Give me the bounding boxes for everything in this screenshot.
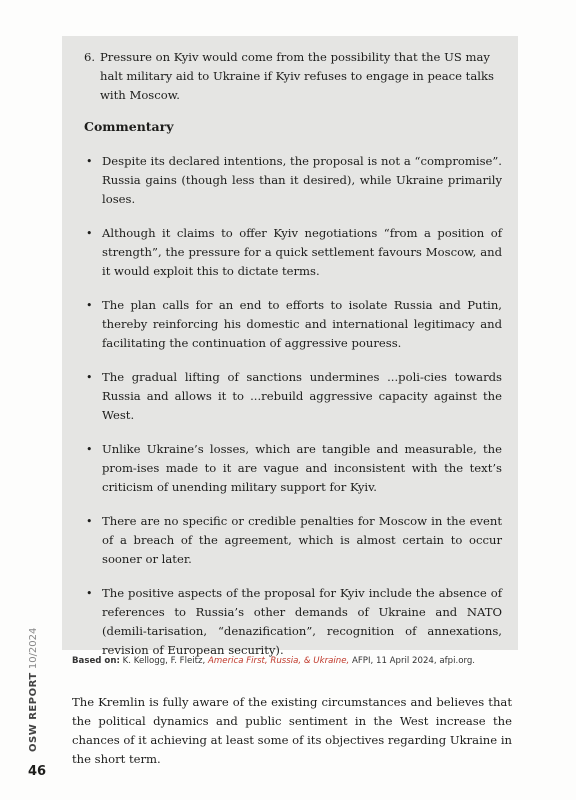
source-publication: America First, Russia, & Ukraine,	[208, 656, 350, 666]
report-issue: 10/2024	[28, 627, 39, 670]
report-sidebar-label	[28, 628, 39, 752]
bullet-dot-icon: •	[86, 299, 93, 312]
bullet-dot-icon: •	[86, 515, 93, 528]
bullet-text: Unlike Ukraine’s losses, which are tangible and measurable, the prom-ises made to it are vague and inconsistent with the text’s criticism of unending military support for Kyiv.	[102, 442, 502, 494]
commentary-bullet	[84, 440, 502, 497]
commentary-bullet	[84, 296, 502, 353]
bullet-dot-icon: •	[86, 227, 93, 240]
report-label: OSW REPORT	[28, 672, 39, 752]
source-details: AFPI, 11 April 2024, afpi.org.	[351, 656, 476, 666]
bullet-text: The positive aspects of the proposal for Kyiv include the absence of references to Russia’s other demands of Ukraine and NATO (demili-tarisation, “denazification”, recognition of annexations, revision of European security).	[102, 586, 502, 657]
commentary-bullet	[84, 152, 502, 209]
commentary-bullet	[84, 584, 502, 660]
source-citation	[72, 655, 512, 667]
bullet-dot-icon: •	[86, 155, 93, 168]
item-text: Pressure on Kyiv would come from the possibility that the US may halt military aid to Ukraine if Kyiv refuses to engage in peace talks with Moscow.	[100, 50, 494, 102]
bullet-text: Despite its declared intentions, the proposal is not a “compromise”. Russia gains (though less than it desired), while Ukraine primarily loses.	[102, 154, 502, 206]
commentary-bullet	[84, 512, 502, 569]
numbered-item-6	[84, 48, 502, 105]
closing-paragraph: The Kremlin is fully aware of the existing circumstances and believes that the political dynamics and public sentiment in the West increase the chances of it achieving at least some of its objectives regarding Ukraine in the short term.	[72, 695, 512, 766]
commentary-bullet-list	[84, 152, 502, 675]
bullet-dot-icon: •	[86, 587, 93, 600]
commentary-bullet	[84, 224, 502, 281]
bullet-dot-icon: •	[86, 443, 93, 456]
source-label: Based on:	[72, 656, 120, 666]
commentary-bullet	[84, 368, 502, 425]
item-number: 6.	[84, 50, 96, 64]
bullet-text: Although it claims to offer Kyiv negotiations “from a position of strength”, the pressure for a quick settlement favours Moscow, and it would exploit this to dictate terms.	[102, 226, 502, 278]
page-number: 46	[28, 764, 47, 779]
bullet-text: The plan calls for an end to efforts to isolate Russia and Putin, thereby reinforcing his domestic and international legitimacy and facilitating the continuation of aggressive pouress.	[102, 298, 502, 350]
bullet-dot-icon: •	[86, 371, 93, 384]
commentary-heading: Commentary	[84, 119, 174, 134]
source-authors: K. Kellogg, F. Fleitz,	[122, 656, 206, 666]
bullet-text: The gradual lifting of sanctions undermines ...poli-cies towards Russia and allows it to ...rebuild aggressive capacity against the West.	[102, 370, 502, 422]
bullet-text: There are no specific or credible penalties for Moscow in the event of a breach of the agreement, which is almost certain to occur sooner or later.	[102, 514, 502, 566]
